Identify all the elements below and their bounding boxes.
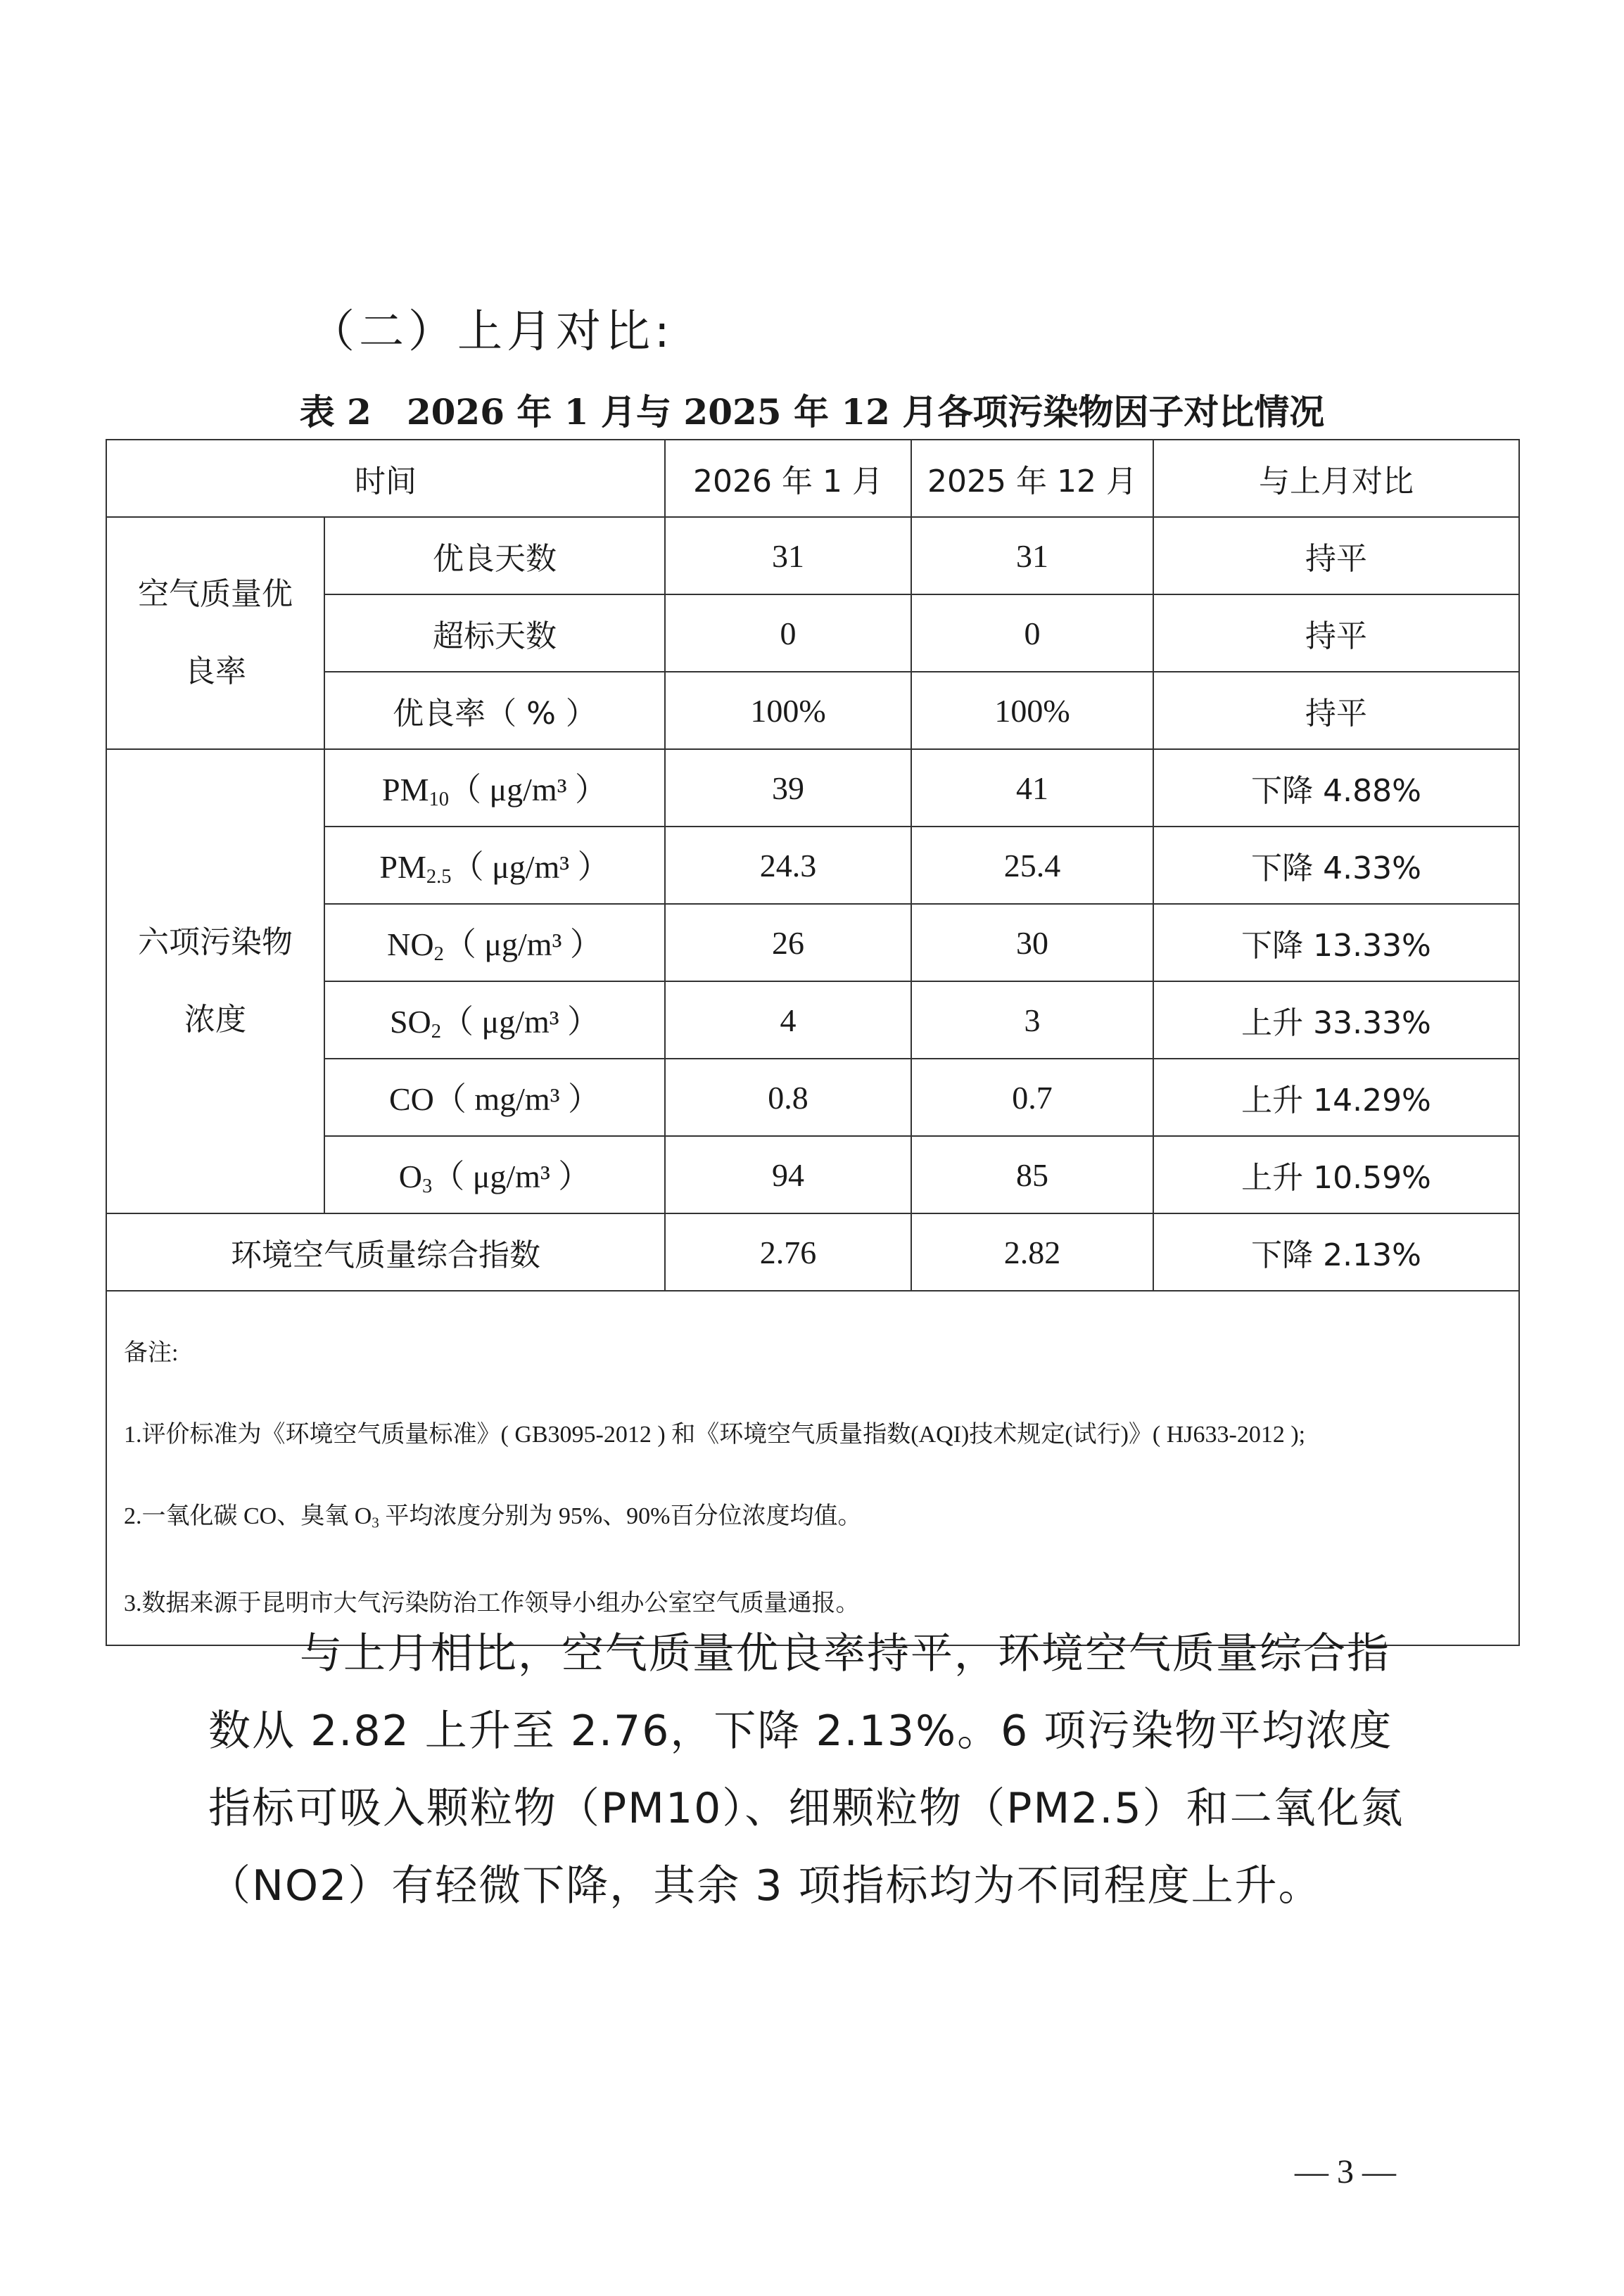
- notes-row: [106, 1291, 1519, 1645]
- comparison-value: 下降 4.88%: [1153, 749, 1519, 827]
- group-pollutants-line1: 六项污染物: [138, 924, 293, 960]
- comparison-value: 上升 33.33%: [1153, 981, 1519, 1059]
- comparison-value: 下降 13.33%: [1153, 904, 1519, 981]
- pollutant-symbol: PM: [379, 849, 426, 886]
- index-row: [106, 1213, 1519, 1291]
- comparison-table: [106, 439, 1520, 1646]
- value-2025-12: 0: [911, 594, 1153, 672]
- pollutant-subscript: 10: [429, 789, 449, 811]
- value-2026-01: 100%: [665, 672, 911, 749]
- index-label: 环境空气质量综合指数: [106, 1213, 665, 1291]
- pollutant-label: [324, 981, 665, 1059]
- value-2025-12: 31: [911, 517, 1153, 594]
- value-2026-01: 0: [665, 594, 911, 672]
- pollutant-label: [324, 749, 665, 827]
- note-3: 3.数据来源于昆明市大气污染防治工作领导小组办公室空气质量通报。: [124, 1590, 860, 1617]
- pollutant-unit: （ mg/m³ ）: [433, 1081, 601, 1118]
- pollutant-unit: （ μg/m³ ）: [443, 926, 602, 963]
- summary-paragraph: [208, 1615, 1419, 1925]
- header-col3: 与上月对比: [1153, 440, 1519, 517]
- value-2025-12: 30: [911, 904, 1153, 981]
- pollutant-subscript: 2: [433, 943, 444, 966]
- pollutant-subscript: 2.5: [426, 866, 452, 888]
- header-time: 时间: [106, 440, 665, 517]
- value-2026-01: 39: [665, 749, 911, 827]
- pollutant-label: [324, 827, 665, 904]
- value-2026-01: 0.8: [665, 1059, 911, 1136]
- summary-text: 与上月相比，空气质量优良率持平，环境空气质量综合指数从 2.82 上升至 2.76，下降 2.13%。6 项污染物平均浓度指标可吸入颗粒物（PM10）、细颗粒物（PM2.5）和二氧化氮（NO2）有轻微下降，其余 3 项指标均为不同程度上升。: [208, 1629, 1404, 1911]
- value-2026-01: 26: [665, 904, 911, 981]
- value-2025-12: 41: [911, 749, 1153, 827]
- pollutant-unit: （ μg/m³ ）: [451, 849, 610, 886]
- notes-title: 备注:: [124, 1340, 179, 1366]
- pollutant-symbol: CO: [388, 1081, 434, 1118]
- table-row: [106, 517, 1519, 594]
- note-2-text-end: 平均浓度分别为 95%、90%百分位浓度均值。: [379, 1503, 862, 1529]
- note-2-subscript: 3: [372, 1514, 379, 1531]
- row-label: 超标天数: [324, 594, 665, 672]
- group-air-line2: 良率: [184, 653, 246, 689]
- value-2025-12: 100%: [911, 672, 1153, 749]
- pollutant-symbol: SO: [389, 1004, 431, 1040]
- group-pollutants: [106, 749, 324, 1213]
- value-2026-01: 94: [665, 1136, 911, 1213]
- value-2025-12: 3: [911, 981, 1153, 1059]
- header-col1: 2026 年 1 月: [665, 440, 911, 517]
- note-2: [124, 1476, 1502, 1563]
- comparison-value: 上升 10.59%: [1153, 1136, 1519, 1213]
- value-2026-01: 2.76: [665, 1213, 911, 1291]
- pollutant-unit: （ μg/m³ ）: [432, 1159, 591, 1195]
- value-2025-12: 2.82: [911, 1213, 1153, 1291]
- comparison-value: 下降 4.33%: [1153, 827, 1519, 904]
- comparison-value: 持平: [1153, 594, 1519, 672]
- value-2025-12: 0.7: [911, 1059, 1153, 1136]
- value-2026-01: 31: [665, 517, 911, 594]
- table-caption: 表 2 2026 年 1 月与 2025 年 12 月各项污染物因子对比情况: [299, 391, 1325, 433]
- pollutant-subscript: 3: [421, 1175, 433, 1198]
- pollutant-label: [324, 1059, 665, 1136]
- value-2026-01: 4: [665, 981, 911, 1059]
- comparison-value: 持平: [1153, 517, 1519, 594]
- comparison-value: 上升 14.29%: [1153, 1059, 1519, 1136]
- section-heading: （二）上月对比:: [310, 306, 674, 358]
- pollutant-label: [324, 1136, 665, 1213]
- header-row: [106, 440, 1519, 517]
- notes-cell: [106, 1291, 1519, 1645]
- note-2-text: 2.一氧化碳 CO、臭氧 O: [124, 1503, 372, 1529]
- group-pollutants-line2: 浓度: [184, 1002, 246, 1038]
- header-col2: 2025 年 12 月: [911, 440, 1153, 517]
- page-number: — 3 —: [1295, 2153, 1396, 2190]
- row-label: 优良率（ % ）: [324, 672, 665, 749]
- value-2025-12: 85: [911, 1136, 1153, 1213]
- note-1: 1.评价标准为《环境空气质量标准》( GB3095-2012 ) 和《环境空气质量指数(AQI)技术规定(试行)》( HJ633-2012 );: [124, 1422, 1306, 1448]
- pollutant-label: [324, 904, 665, 981]
- value-2025-12: 25.4: [911, 827, 1153, 904]
- pollutant-symbol: O: [398, 1159, 422, 1195]
- pollutant-symbol: NO: [387, 926, 434, 963]
- comparison-value: 下降 2.13%: [1153, 1213, 1519, 1291]
- group-air-line1: 空气质量优: [138, 576, 293, 612]
- pollutant-subscript: 2: [431, 1021, 442, 1043]
- pollutant-unit: （ μg/m³ ）: [448, 772, 607, 808]
- value-2026-01: 24.3: [665, 827, 911, 904]
- row-label: 优良天数: [324, 517, 665, 594]
- pollutant-unit: （ μg/m³ ）: [441, 1004, 600, 1040]
- group-air-quality: [106, 517, 324, 749]
- table-row: [106, 749, 1519, 827]
- comparison-value: 持平: [1153, 672, 1519, 749]
- pollutant-symbol: PM: [381, 772, 429, 808]
